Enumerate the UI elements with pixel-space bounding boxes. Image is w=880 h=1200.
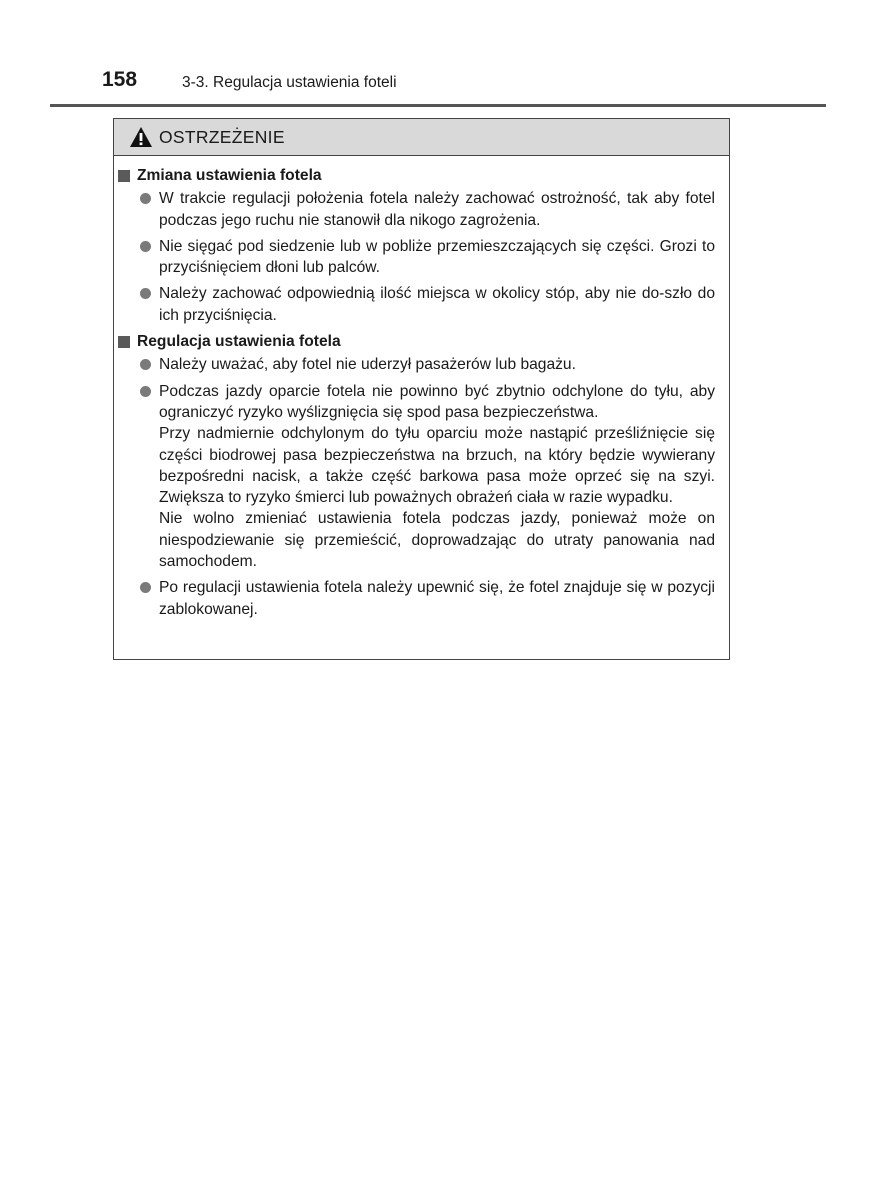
circle-bullet-icon — [140, 241, 151, 252]
list-item — [118, 283, 715, 326]
list-item — [118, 188, 715, 231]
bullet-text: Nie wolno zmieniać ustawienia fotela podczas jazdy, ponieważ może on niespodziewanie się przemieścić, doprowadzając do utraty panowania nad samochodem. — [159, 510, 715, 571]
circle-bullet-icon — [140, 359, 151, 370]
list-item — [118, 236, 715, 279]
warning-header — [114, 119, 729, 156]
bullet-text: Przy nadmiernie odchylonym do tyłu oparciu może nastąpić prześliźnięcie się części biodrowej pasa bezpieczeństwa na brzuch, na który będzie wywierany bezpośredni nacisk, a także część barkowa pasa może oprzeć się na szyi. Zwiększa to ryzyko śmierci lub poważnych obrażeń ciała w razie wypadku. — [159, 425, 715, 507]
page-header — [50, 66, 826, 107]
warning-triangle-icon — [129, 126, 153, 148]
section-heading-text: Zmiana ustawienia fotela — [137, 167, 322, 184]
bullet-text: Należy uważać, aby fotel nie uderzył pasażerów lub bagażu. — [159, 356, 576, 374]
bullet-list — [118, 354, 715, 620]
circle-bullet-icon — [140, 288, 151, 299]
bullet-text: Nie sięgać pod siedzenie lub w pobliże przemieszczających się części. Grozi to przyciśnięciem dłoni lub palców. — [159, 237, 715, 277]
page-number: 158 — [102, 68, 138, 91]
section-heading — [118, 165, 715, 186]
warning-title: OSTRZEŻENIE — [159, 126, 285, 147]
circle-bullet-icon — [140, 582, 151, 593]
list-item — [118, 354, 715, 375]
section-title: 3-3. Regulacja ustawienia foteli — [182, 74, 397, 91]
circle-bullet-icon — [140, 193, 151, 204]
circle-bullet-icon — [140, 386, 151, 397]
warning-box — [113, 118, 730, 660]
bullet-list — [118, 188, 715, 326]
square-bullet-icon — [118, 170, 130, 182]
bullet-text: Po regulacji ustawienia fotela należy upewnić się, że fotel znajduje się w pozycji zablokowanej. — [159, 579, 715, 618]
list-item — [118, 381, 715, 573]
bullet-text: Należy zachować odpowiednią ilość miejsca w okolicy stóp, aby nie do-szło do ich przyciśnięcia. — [159, 285, 715, 324]
bullet-text: W trakcie regulacji położenia fotela należy zachować ostrożność, tak aby fotel podczas jego ruchu nie stanowił dla nikogo zagrożenia. — [159, 190, 715, 229]
square-bullet-icon — [118, 336, 130, 348]
section-heading — [118, 331, 715, 352]
section-heading-text: Regulacja ustawienia fotela — [137, 333, 341, 351]
bullet-text: Podczas jazdy oparcie fotela nie powinno być zbytnio odchylone do tyłu, aby ograniczyć ryzyko wyślizgnięcia się spod pasa bezpieczeństwa. — [159, 382, 715, 421]
list-item — [118, 577, 715, 620]
warning-body — [114, 156, 729, 620]
